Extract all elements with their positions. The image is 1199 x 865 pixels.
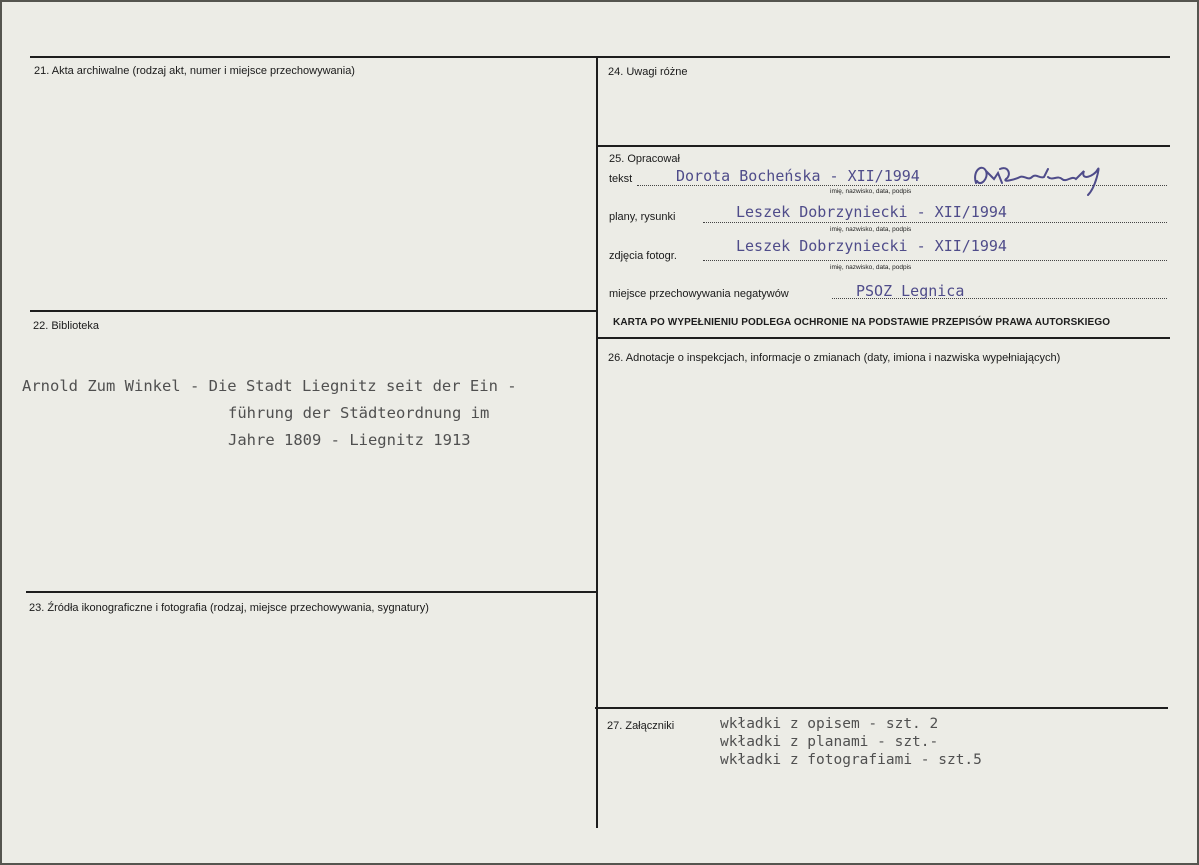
section-24-label: 24. Uwagi różne [608,66,688,78]
row-zdjecia-dotline [703,260,1167,261]
negatives-value: PSOZ Legnica [856,282,965,300]
row-tekst-caption: imię, nazwisko, data, podpis [830,188,912,195]
section-22-label: 22. Biblioteka [33,320,100,332]
top-rule [30,56,1170,58]
negatives-label: miejsce przechowywania negatywów [609,288,789,300]
attachment-line-2: wkładki z planami - szt.- [720,734,939,750]
row-tekst-label: tekst [609,173,633,185]
section-27-label: 27. Załączniki [607,720,675,732]
rule-s24-s25 [598,145,1170,147]
row-zdjecia-caption: imię, nazwisko, data, podpis [830,264,912,271]
attachment-line-1: wkładki z opisem - szt. 2 [720,716,939,732]
handwritten-signature [968,157,1118,197]
center-divider [596,56,598,828]
row-zdjecia-value: Leszek Dobrzyniecki - XII/1994 [736,237,1007,255]
library-line-3: Jahre 1809 - Liegnitz 1913 [228,431,471,449]
rule-s26-s27 [595,707,1168,709]
library-line-2: führung der Städteordnung im [228,404,490,422]
library-line-1: Arnold Zum Winkel - Die Stadt Liegnitz seit der Ein - [22,377,517,395]
section-25-label: 25. Opracował [609,153,680,165]
row-zdjecia-label: zdjęcia fotogr. [609,250,677,262]
section-26-label: 26. Adnotacje o inspekcjach, informacje o zmianach (daty, imiona i nazwiska wypełniających) [608,352,1061,364]
section-23-label: 23. Źródła ikonograficzne i fotografia (rodzaj, miejsce przechowywania, sygnatury) [29,602,429,614]
row-plany-value: Leszek Dobrzyniecki - XII/1994 [736,203,1007,221]
rule-s21-s22 [30,310,598,312]
attachment-line-3: wkładki z fotografiami - szt.5 [720,752,982,768]
rule-s25-s26 [597,337,1170,339]
section-21-label: 21. Akta archiwalne (rodzaj akt, numer i miejsce przechowywania) [34,65,355,77]
copyright-notice: KARTA PO WYPEŁNIENIU PODLEGA OCHRONIE NA PODSTAWIE PRZEPISÓW PRAWA AUTORSKIEGO [613,317,1111,328]
rule-s22-s23 [26,591,596,593]
row-plany-dotline [703,222,1167,223]
row-tekst-value: Dorota Bocheńska - XII/1994 [676,167,920,185]
row-plany-label: plany, rysunki [609,211,676,223]
row-plany-caption: imię, nazwisko, data, podpis [830,226,912,233]
